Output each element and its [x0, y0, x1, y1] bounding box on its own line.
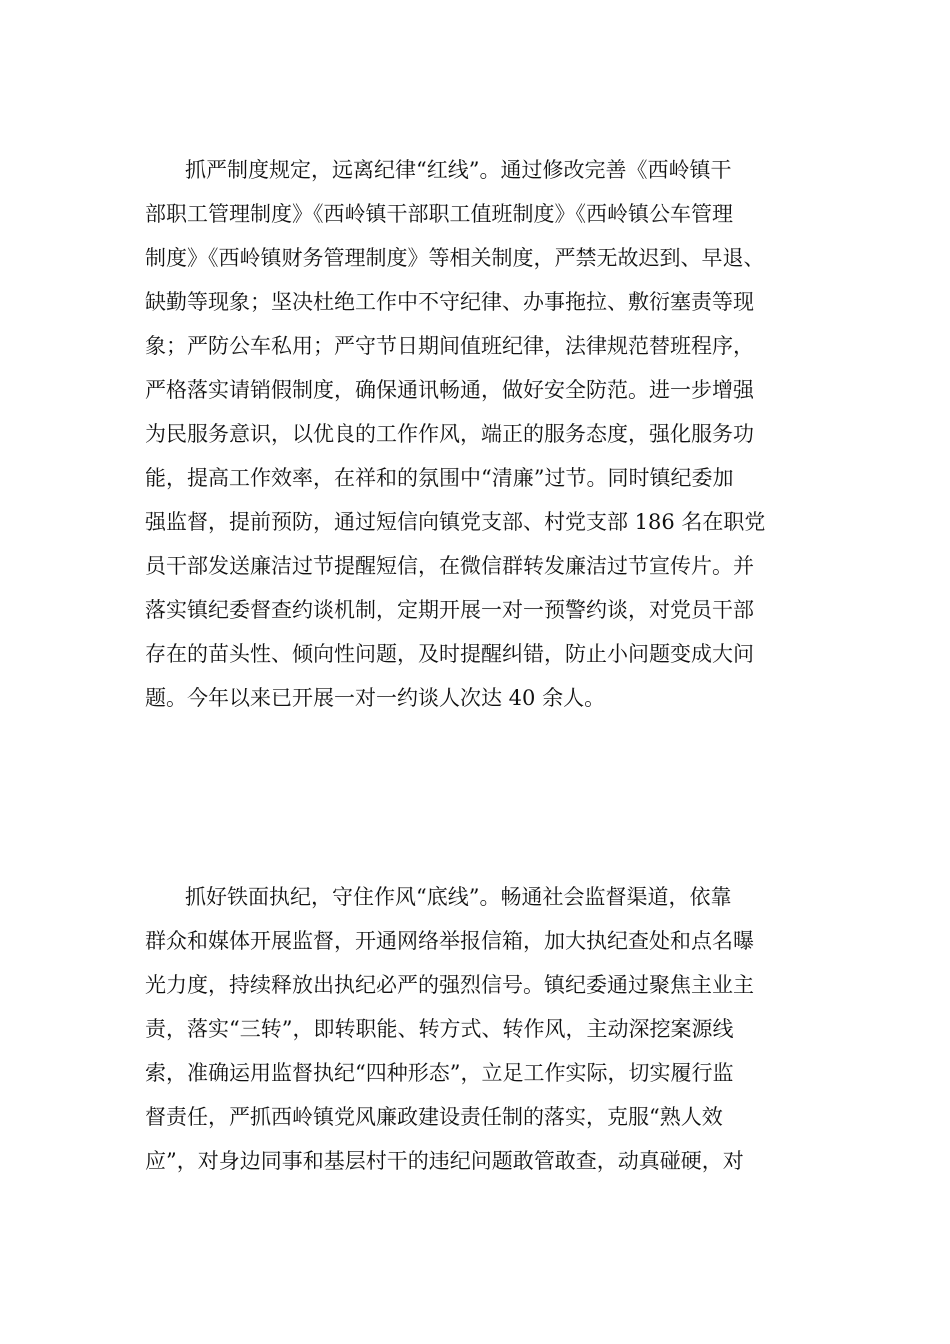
text-line: 题。今年以来已开展一对一约谈人次达 40 余人。 [145, 686, 606, 710]
text-line: 强监督，提前预防，通过短信向镇党支部、村党支部 186 名在职党 [145, 510, 766, 534]
text-line: 员干部发送廉洁过节提醒短信，在微信群转发廉洁过节宣传片。并 [145, 554, 754, 578]
text-line: 存在的苗头性、倾向性问题，及时提醒纠错，防止小问题变成大问 [145, 642, 754, 666]
text-line: 责，落实“三转”，即转职能、转方式、转作风，主动深挖案源线 [145, 1017, 734, 1041]
text-line: 索，准确运用监督执纪“四种形态”，立足工作实际，切实履行监 [145, 1061, 734, 1085]
text-line: 能，提高工作效率，在祥和的氛围中“清廉”过节。同时镇纪委加 [145, 466, 734, 490]
text-line: 督责任，严抓西岭镇党风廉政建设责任制的落实，克服“熟人效 [145, 1105, 723, 1129]
text-line: 象；严防公车私用；严守节日期间值班纪律，法律规范替班程序， [145, 334, 754, 358]
text-line: 严格落实请销假制度，确保通讯畅通，做好安全防范。进一步增强 [145, 378, 754, 402]
text-line: 落实镇纪委督查约谈机制，定期开展一对一预警约谈，对党员干部 [145, 598, 754, 622]
text-line: 光力度，持续释放出执纪必严的强烈信号。镇纪委通过聚焦主业主 [145, 973, 754, 997]
paragraph-discipline-rules [145, 148, 835, 720]
text-line: 缺勤等现象；坚决杜绝工作中不守纪律、办事拖拉、敷衍塞责等现 [145, 290, 754, 314]
paragraph-discipline-enforcement [145, 875, 835, 1183]
text-line: 抓好铁面执纪，守住作风“底线”。畅通社会监督渠道，依靠 [185, 885, 732, 909]
text-line: 应”，对身边同事和基层村干的违纪问题敢管敢查，动真碰硬，对 [145, 1149, 744, 1173]
text-line: 群众和媒体开展监督，开通网络举报信箱，加大执纪查处和点名曝 [145, 929, 754, 953]
text-line: 部职工管理制度》《西岭镇干部职工值班制度》《西岭镇公车管理 [145, 202, 733, 226]
text-line: 制度》《西岭镇财务管理制度》等相关制度，严禁无故迟到、早退、 [145, 246, 765, 270]
text-line: 为民服务意识，以优良的工作作风，端正的服务态度，强化服务功 [145, 422, 754, 446]
text-line: 抓严制度规定，远离纪律“红线”。通过修改完善《西岭镇干 [185, 158, 732, 182]
